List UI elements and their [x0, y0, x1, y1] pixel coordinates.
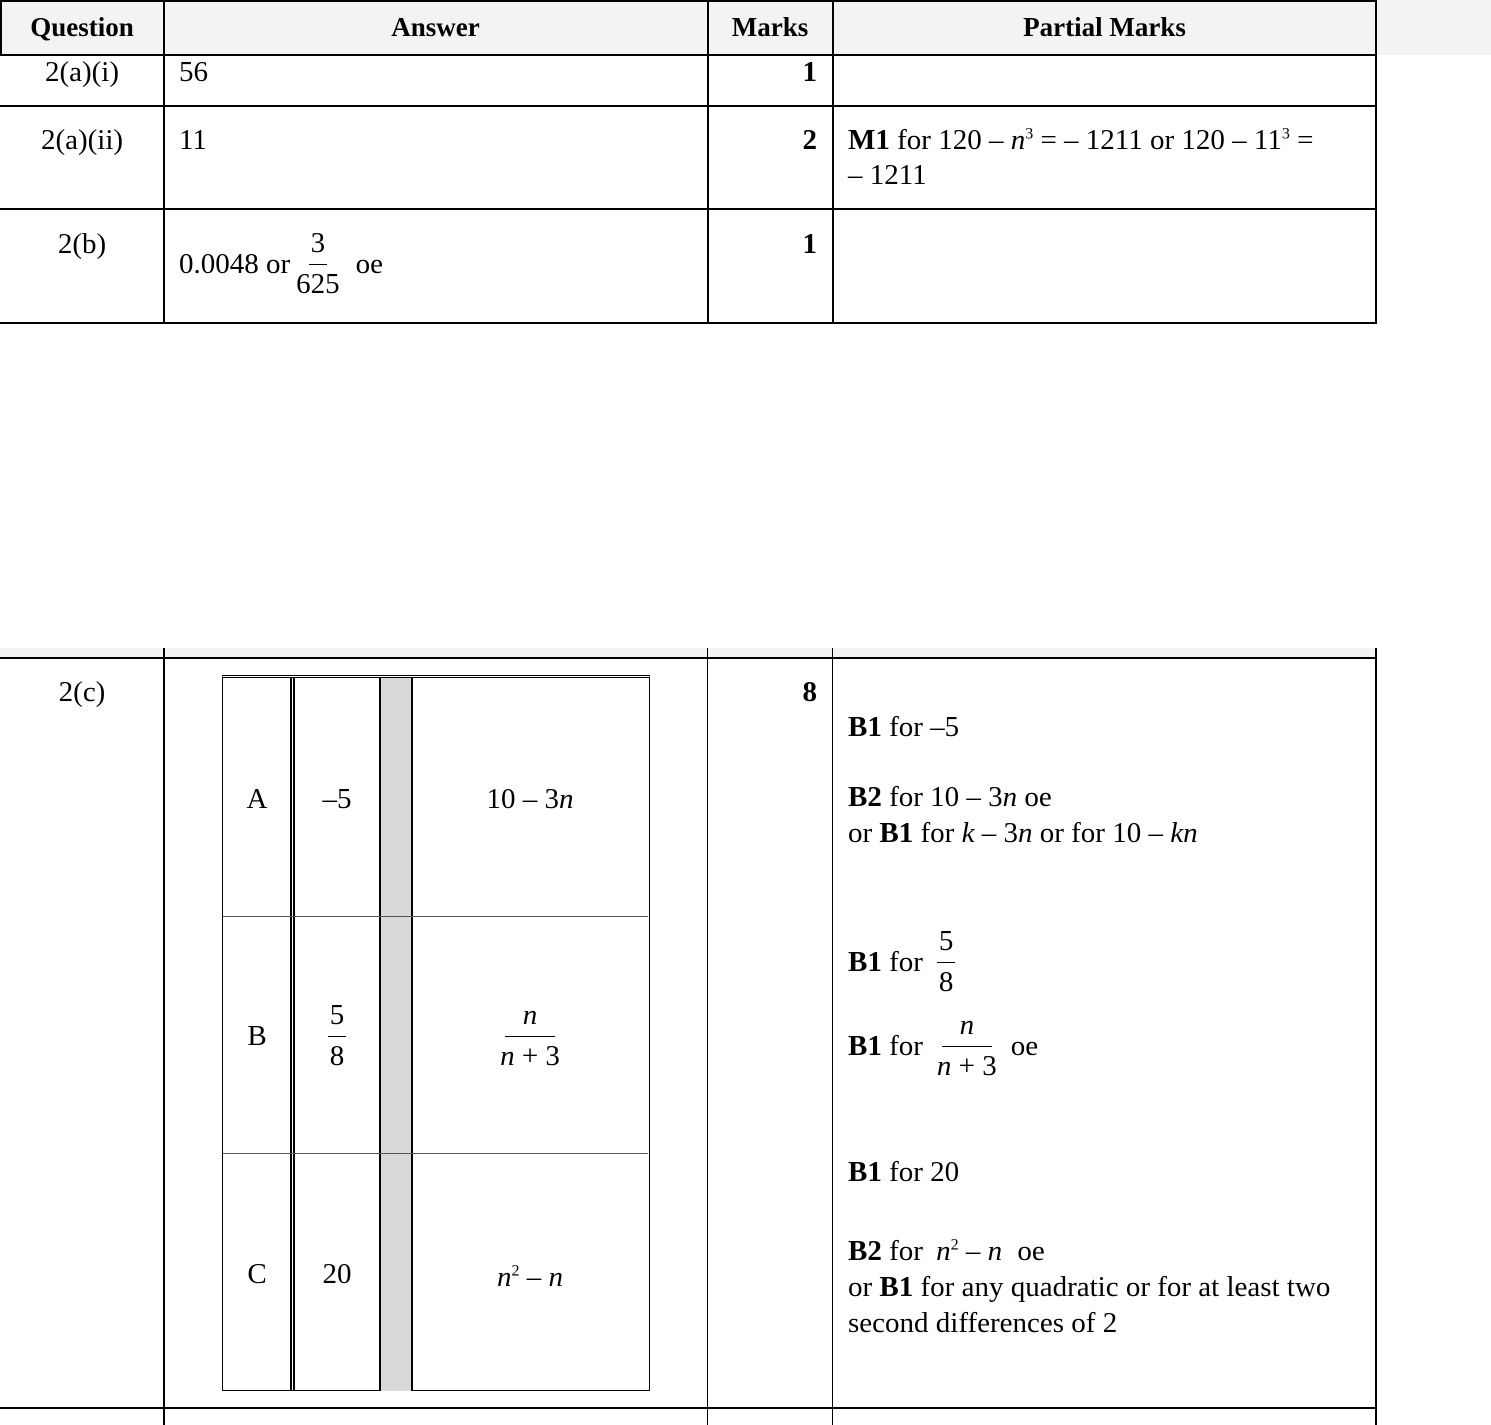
grid-line	[832, 648, 833, 1425]
partial-text: or	[848, 817, 880, 849]
denominator: 8	[938, 965, 954, 998]
partial-text: oe	[1017, 1235, 1045, 1267]
fraction	[937, 1010, 997, 1083]
row-label: A	[246, 783, 268, 815]
grid-line	[1375, 0, 1377, 323]
grid-line	[707, 0, 709, 323]
variable: n	[497, 1261, 512, 1293]
numerator: 5	[937, 926, 956, 963]
grid-line	[707, 648, 708, 1425]
mark-code: B1	[848, 945, 882, 978]
partial-text: –	[958, 1235, 988, 1267]
fraction	[500, 1000, 560, 1073]
expr-text: 10 – 3	[486, 783, 559, 815]
mark-code: B1	[848, 1029, 882, 1062]
grid-line	[0, 208, 1377, 210]
partial-text: for	[881, 1235, 923, 1267]
partial-text: oe	[1017, 781, 1052, 813]
numerator: n	[942, 1010, 993, 1047]
partial-line: second differences of 2	[848, 1307, 1118, 1339]
row-value	[294, 1000, 380, 1073]
partial-text: + 3	[951, 1049, 997, 1082]
grid-line	[223, 1153, 648, 1154]
answer-grid	[222, 675, 650, 1391]
variable: n	[559, 783, 574, 815]
numerator: 5	[328, 1000, 347, 1037]
question-cell: 2(a)(i)	[44, 56, 120, 88]
variable: n	[936, 1235, 951, 1267]
partial-text: for	[881, 945, 923, 978]
grid-line	[1375, 648, 1377, 1425]
partial-line	[848, 781, 1052, 814]
partial-text: or	[848, 1271, 880, 1303]
lower-header-band	[0, 648, 1377, 657]
header-marks: Marks	[731, 12, 809, 42]
answer-cell: 11	[179, 124, 207, 156]
exponent: 2	[511, 1262, 520, 1280]
fraction	[937, 926, 956, 999]
denominator	[500, 1037, 560, 1073]
partial-line	[848, 1156, 959, 1189]
variable: n	[500, 1039, 515, 1072]
question-cell: 2(c)	[58, 676, 106, 708]
header-answer: Answer	[391, 12, 480, 42]
exponent: 3	[1281, 125, 1290, 143]
denominator: 625	[296, 267, 340, 300]
partial-marks-cell	[848, 124, 1368, 157]
grid-line	[163, 0, 165, 323]
variable: n	[548, 1261, 563, 1293]
grid-line	[0, 657, 1377, 659]
row-expression	[412, 1261, 648, 1294]
partial-line	[848, 1271, 1330, 1304]
variable: k	[961, 817, 975, 849]
fraction	[296, 228, 340, 301]
fraction	[328, 1000, 347, 1073]
variable: n	[1010, 124, 1026, 156]
partial-text: for 120 –	[889, 124, 1011, 156]
row-label: C	[247, 1258, 267, 1290]
variable: n	[936, 1049, 952, 1082]
exponent: 2	[950, 1236, 959, 1254]
numerator: n	[505, 1000, 556, 1037]
partial-text: for	[913, 817, 962, 849]
partial-text: – 3	[974, 817, 1018, 849]
numerator: 3	[309, 228, 328, 265]
expr-text: –	[519, 1261, 549, 1293]
denominator	[937, 1047, 997, 1083]
answer-text: 0.0048 or	[179, 247, 291, 280]
denominator: 8	[329, 1039, 345, 1072]
partial-text: oe	[1010, 1029, 1039, 1062]
partial-marks-cell-cont: – 1211	[848, 159, 927, 191]
partial-text: for 10 – 3	[881, 781, 1003, 813]
partial-line	[848, 711, 959, 744]
row-expression	[412, 1000, 648, 1073]
expr-text: + 3	[514, 1039, 560, 1072]
grid-line	[0, 0, 2, 55]
question-cell: 2(b)	[57, 228, 107, 260]
mark-code: B2	[848, 781, 882, 813]
grid-line	[163, 648, 165, 1425]
answer-text: oe	[355, 247, 384, 280]
variable: n	[1002, 781, 1018, 813]
partial-line	[848, 817, 1198, 850]
question-cell: 2(a)(ii)	[40, 124, 124, 156]
partial-line	[848, 1235, 1045, 1268]
partial-line	[848, 1010, 1038, 1083]
answer-cell	[179, 228, 383, 301]
marks-cell: 2	[802, 124, 817, 156]
mark-code: B1	[848, 711, 882, 743]
marks-cell: 8	[802, 676, 817, 708]
grid-line	[223, 916, 648, 917]
row-expression	[412, 783, 648, 816]
variable: kn	[1170, 817, 1198, 849]
header-partial-marks: Partial Marks	[1023, 12, 1186, 42]
partial-text: = – 1211 or 120 – 11	[1033, 124, 1282, 156]
partial-text: for any quadratic or for at least two	[913, 1271, 1331, 1303]
header-question: Question	[30, 12, 134, 42]
mark-code: M1	[848, 124, 890, 156]
grid-line	[832, 0, 834, 323]
partial-text: or for 10 –	[1032, 817, 1171, 849]
partial-text: for	[881, 1029, 923, 1062]
partial-line	[848, 926, 955, 999]
answer-cell: 56	[179, 56, 208, 88]
grid-line	[0, 322, 1377, 324]
row-value: 20	[322, 1258, 352, 1290]
partial-text: for –5	[881, 711, 960, 743]
variable: n	[1017, 817, 1033, 849]
row-label: B	[247, 1020, 267, 1052]
mark-code: B1	[879, 1271, 914, 1303]
partial-text: for 20	[881, 1156, 960, 1188]
mark-code: B1	[848, 1156, 882, 1188]
mark-code: B1	[879, 817, 914, 849]
variable: n	[987, 1235, 1003, 1267]
grid-line	[0, 1407, 1377, 1409]
shaded-column	[379, 678, 412, 1391]
exponent: 3	[1025, 125, 1034, 143]
marks-cell: 1	[802, 228, 817, 260]
partial-text: =	[1289, 124, 1314, 156]
grid-line	[0, 0, 1377, 2]
marks-cell: 1	[802, 56, 817, 88]
grid-line	[0, 105, 1377, 107]
mark-code: B2	[848, 1235, 882, 1267]
row-value: –5	[322, 783, 352, 815]
